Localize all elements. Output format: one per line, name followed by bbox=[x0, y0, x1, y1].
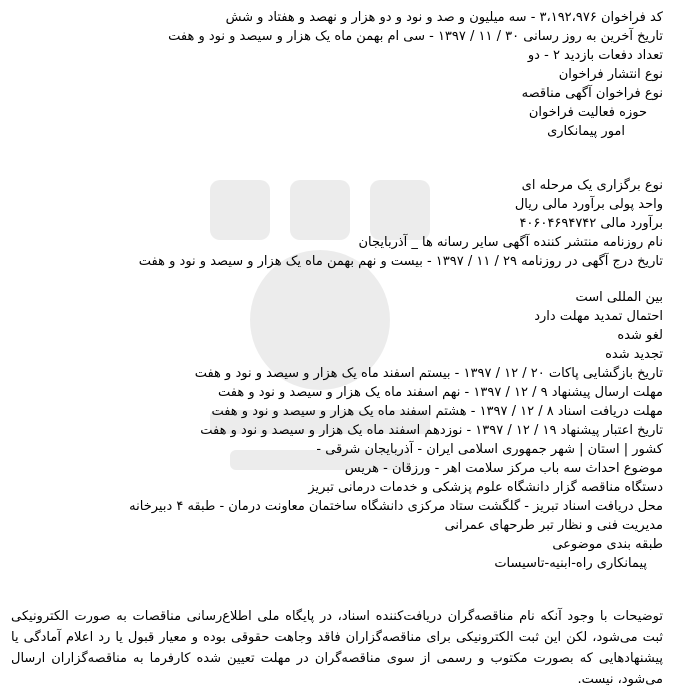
cancelled-flag: لغو شده bbox=[617, 328, 663, 343]
subject-category-title: طبقه بندی موضوعی bbox=[552, 537, 663, 552]
holding-type: نوع برگزاری یک مرحله ای bbox=[521, 178, 663, 193]
location: کشور | استان | شهر جمهوری اسلامی ایران - آذربایجان شرقی - bbox=[316, 442, 663, 457]
subject-category: پیمانکاری راه-ابنیه-تاسیسات bbox=[494, 556, 647, 571]
financial-estimate: برآورد مالی ۴۰۶۰۴۶۹۴۷۴۲ bbox=[519, 216, 663, 231]
documents-deadline: مهلت دریافت اسناد ۸ / ۱۲ / ۱۳۹۷ - هشتم اسفند ماه یک هزار و سیصد و نود و هفت bbox=[211, 404, 663, 419]
renewed-flag: تجدید شده bbox=[605, 347, 663, 362]
last-update-date: تاریخ آخرین به روز رسانی ۳۰ / ۱۱ / ۱۳۹۷ - سی ام بهمن ماه یک هزار و سیصد و نود و هفت bbox=[168, 29, 663, 44]
documents-place: محل دریافت اسناد تبریز - گلگشت ستاد مرکزی دانشگاه ساختمان معاونت درمان - طبقه ۴ دبیرخانه bbox=[129, 499, 663, 514]
international-flag: بین المللی است bbox=[575, 290, 663, 305]
activity-scope: حوزه فعالیت فراخوان bbox=[528, 105, 647, 120]
opening-date: تاریخ بازگشایی پاکات ۲۰ / ۱۲ / ۱۳۹۷ - بیستم اسفند ماه یک هزار و سیصد و نود و هفت bbox=[194, 366, 663, 381]
submit-deadline: مهلت ارسال پیشنهاد ۹ / ۱۲ / ۱۳۹۷ - نهم اسفند ماه یک هزار و سیصد و نود و هفت bbox=[218, 385, 663, 400]
newspaper-name: نام روزنامه منتشر کننده آگهی سایر رسانه ها _ آذربایجان bbox=[358, 235, 663, 250]
call-type: نوع فراخوان آگهی مناقصه bbox=[521, 86, 663, 101]
publish-type: نوع انتشار فراخوان bbox=[558, 67, 663, 82]
call-code: کد فراخوان ۳،۱۹۲،۹۷۶ - سه میلیون و صد و نود و دو هزار و نهصد و هفتاد و شش bbox=[225, 10, 663, 25]
technical-supervision: مدیریت فنی و نظار تبر طرحهای عمرانی bbox=[444, 518, 663, 533]
extension-flag: احتمال تمدید مهلت دارد bbox=[534, 309, 663, 324]
subject: موضوع احداث سه باب مرکز سلامت اهر - ورزقان - هریس bbox=[344, 461, 663, 476]
notes-paragraph: توضیحات با وجود آنکه نام مناقصه‌گران دریافت‌کننده اسناد، در پایگاه ملی اطلاع‌رسانی مناقصات به صورت الکترونیکی ثبت می‌شود، لکن این ثبت الکترونیکی برای مناقصه‌گزاران فاقد وجاهت حقوقی بوده و معیار قبول یا رد اعلام آمادگی یا پیشنهادهایی که بصورت مکتوب و رسمی از سوی مناقصه‌گران در مهلت تعیین شده کارفرما به مناقصه‌گزاران ارسال می‌شود، نیست. bbox=[11, 609, 663, 687]
currency-unit: واحد پولی برآورد مالی ریال bbox=[514, 197, 663, 212]
organizer: دستگاه مناقصه گزار دانشگاه علوم پزشکی و خدمات درمانی تبریز bbox=[308, 480, 663, 495]
validity-date: تاریخ اعتبار پیشنهاد ۱۹ / ۱۲ / ۱۳۹۷ - نوزدهم اسفند ماه یک هزار و سیصد و نود و هفت bbox=[200, 423, 663, 438]
visit-count: تعداد دفعات بازدید ۲ - دو bbox=[527, 48, 663, 63]
activity-contracting: امور پیمانکاری bbox=[547, 124, 625, 139]
newspaper-date: تاریخ درج آگهی در روزنامه ۲۹ / ۱۱ / ۱۳۹۷ - بیست و نهم بهمن ماه یک هزار و سیصد و نود و هفت bbox=[138, 254, 663, 269]
